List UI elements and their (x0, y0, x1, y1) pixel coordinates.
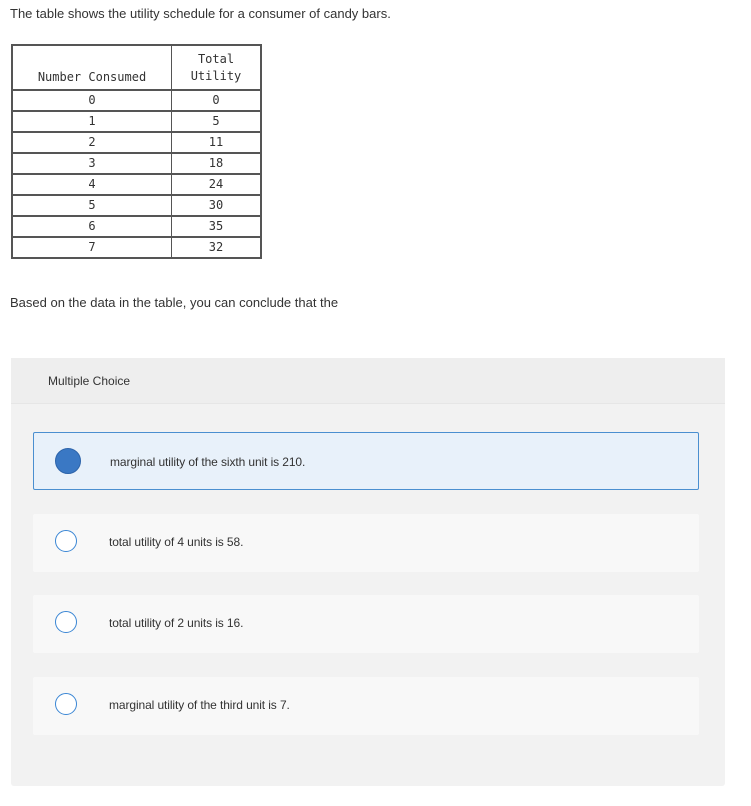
table-row (12, 237, 261, 258)
radio-selected-icon[interactable] (55, 448, 81, 474)
cell-number: 6 (12, 216, 172, 237)
multiple-choice-label: Multiple Choice (48, 374, 131, 388)
cell-number: 2 (12, 132, 172, 153)
intro-text: The table shows the utility schedule for a consumer of candy bars. (10, 6, 391, 21)
utility-table (11, 44, 262, 259)
choice-text: total utility of 4 units is 58. (109, 535, 244, 549)
table-row (12, 153, 261, 174)
choice-text: marginal utility of the third unit is 7. (109, 698, 290, 712)
table-row (12, 132, 261, 153)
cell-utility: 35 (172, 216, 262, 237)
cell-number: 3 (12, 153, 172, 174)
header-total-utility: Total Utility (172, 45, 262, 90)
cell-number: 5 (12, 195, 172, 216)
cell-number: 4 (12, 174, 172, 195)
table-header-row (12, 45, 261, 90)
cell-number: 1 (12, 111, 172, 132)
multiple-choice-panel (11, 358, 725, 786)
cell-utility: 32 (172, 237, 262, 258)
choice-text: total utility of 2 units is 16. (109, 616, 244, 630)
choice-option-b[interactable] (33, 514, 699, 572)
cell-utility: 11 (172, 132, 262, 153)
radio-unselected-icon[interactable] (55, 693, 77, 715)
cell-number: 7 (12, 237, 172, 258)
table-row (12, 216, 261, 237)
cell-utility: 30 (172, 195, 262, 216)
multiple-choice-header (11, 358, 725, 404)
cell-utility: 5 (172, 111, 262, 132)
choice-option-c[interactable] (33, 595, 699, 653)
table-row (12, 195, 261, 216)
radio-unselected-icon[interactable] (55, 530, 77, 552)
choice-text: marginal utility of the sixth unit is 210. (110, 455, 306, 469)
cell-utility: 18 (172, 153, 262, 174)
choice-option-a[interactable] (33, 432, 699, 490)
table-row (12, 90, 261, 111)
cell-utility: 24 (172, 174, 262, 195)
table-row (12, 111, 261, 132)
cell-utility: 0 (172, 90, 262, 111)
question-prompt: Based on the data in the table, you can conclude that the (10, 295, 339, 310)
header-number-consumed: Number Consumed (12, 45, 172, 90)
choice-option-d[interactable] (33, 677, 699, 735)
cell-number: 0 (12, 90, 172, 111)
table-row (12, 174, 261, 195)
radio-unselected-icon[interactable] (55, 611, 77, 633)
